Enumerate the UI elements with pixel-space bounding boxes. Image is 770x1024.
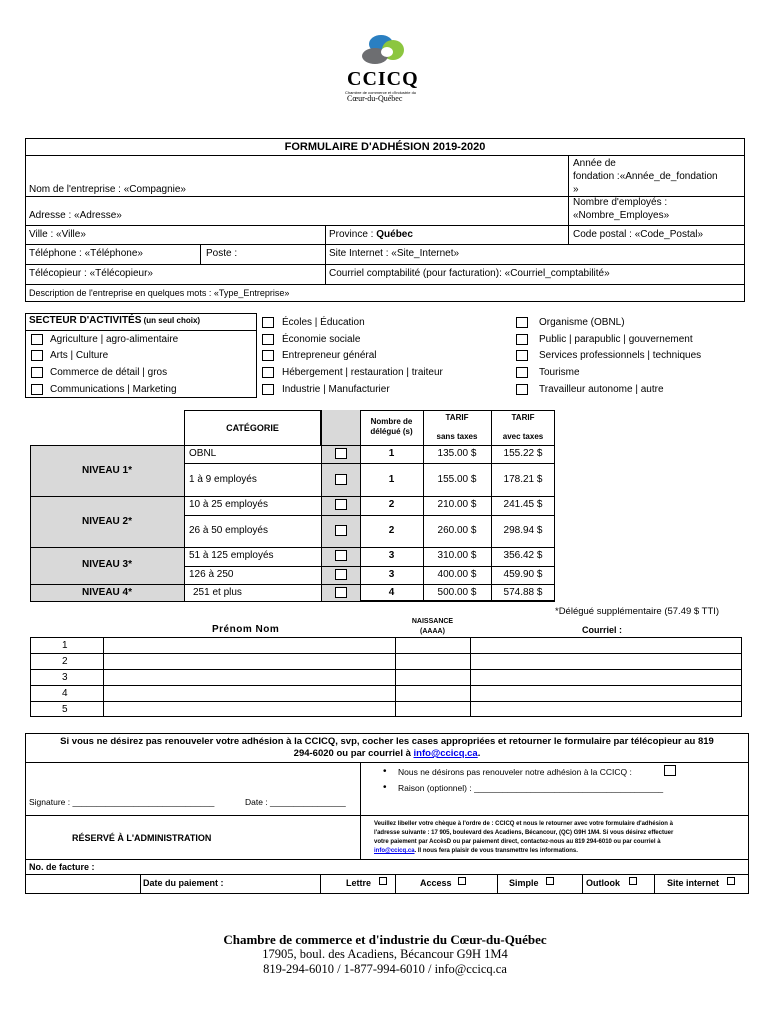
checkbox-hebergement[interactable] <box>262 367 274 378</box>
row-251-delegues: 4 <box>388 587 395 598</box>
delegues-header-l1: Nombre de <box>370 417 413 426</box>
code-postal-field[interactable]: Code postal : «Code_Postal» <box>573 229 704 240</box>
cheque-instructions-l4: info@ccicq.ca. Il nous fera plaisir de vous transmettre les informations. <box>374 848 578 854</box>
form-title: FORMULAIRE D'ADHÉSION 2019-2020 <box>284 141 486 153</box>
province-value: Québec <box>376 229 413 240</box>
secteur-organisme: Organisme (OBNL) <box>539 317 625 328</box>
row-10-25-delegues: 2 <box>388 499 395 510</box>
logo <box>345 30 427 105</box>
secteur-public: Public | parapublic | gouvernement <box>539 334 693 345</box>
delegate-row-5: 5 <box>62 704 68 715</box>
access-label: Access <box>420 878 452 888</box>
checkbox-access[interactable] <box>458 877 466 885</box>
row-51-125-avec: 356.42 $ <box>503 550 543 561</box>
renewal-notice: Si vous ne désirez pas renouveler votre adhésion à la CCICQ, svp, cocher les cases appropriées et retourner le formulaire par télécopieur au 819 <box>60 736 714 747</box>
checkbox-51-125[interactable] <box>335 550 347 561</box>
niveau-1: NIVEAU 1* <box>81 465 132 476</box>
row-obnl-delegues: 1 <box>388 448 395 459</box>
telephone-field[interactable]: Téléphone : «Téléphone» <box>29 248 143 259</box>
checkbox-communications[interactable] <box>31 384 43 395</box>
secteur-travailleur: Travailleur autonome | autre <box>539 384 664 395</box>
annee-fondation-l3: » <box>573 184 579 195</box>
nombre-employes-l2[interactable]: «Nombre_Employes» <box>573 210 670 221</box>
secteur-entrepreneur: Entrepreneur général <box>282 350 377 361</box>
delegate-row-2: 2 <box>62 656 68 667</box>
row-26-50-delegues: 2 <box>388 525 395 536</box>
date-paiement-label: Date du paiement : <box>143 878 224 888</box>
checkbox-organisme[interactable] <box>516 317 528 328</box>
checkbox-simple[interactable] <box>546 877 554 885</box>
checkbox-126-250[interactable] <box>335 569 347 580</box>
checkbox-obnl[interactable] <box>335 448 347 459</box>
delegues-header-l2: délégué (s) <box>370 427 413 436</box>
outlook-label: Outlook <box>586 878 620 888</box>
row-26-50-sans: 260.00 $ <box>437 525 477 536</box>
nom-entreprise-field[interactable]: Nom de l'entreprise : «Compagnie» <box>29 184 186 195</box>
secteur-hebergement: Hébergement | restauration | traiteur <box>282 367 443 378</box>
non-renouvellement-label: Nous ne désirons pas renouveler notre adhésion à la CCICQ : <box>398 767 632 777</box>
secteur-tourisme: Tourisme <box>539 367 580 378</box>
row-1-9-delegues: 1 <box>388 474 395 485</box>
row-26-50-label: 26 à 50 employés <box>189 525 268 536</box>
row-251-sans: 500.00 $ <box>437 587 477 598</box>
avec-taxes-header: avec taxes <box>502 432 544 441</box>
checkbox-entrepreneur[interactable] <box>262 350 274 361</box>
secteur-communications: Communications | Marketing <box>50 384 177 395</box>
row-10-25-sans: 210.00 $ <box>437 499 477 510</box>
simple-label: Simple <box>509 878 539 888</box>
delegue-supplementaire: *Délégué supplémentaire (57.49 $ TTI) <box>555 606 720 617</box>
province-label: Province : Québec <box>329 229 413 240</box>
row-126-250-label: 126 à 250 <box>189 569 234 580</box>
checkbox-non-renouvellement[interactable] <box>664 765 676 776</box>
secteur-services: Services professionnels | techniques <box>539 350 702 361</box>
cheque-instructions-l1: Veuillez libeller votre chèque à l'ordre de : CCICQ et nous le retourner avec votre formulaire d'adhésion à <box>374 821 673 827</box>
row-10-25-label: 10 à 25 employés <box>189 499 268 510</box>
secteur-economie-sociale: Économie sociale <box>282 334 361 345</box>
cheque-instructions-l3: votre paiement par AccèsD ou par paiement direct, contactez-nous au 819 294-6010 ou par courriel à <box>374 839 661 845</box>
row-126-250-delegues: 3 <box>388 569 395 580</box>
secteur-agriculture: Agriculture | agro-alimentaire <box>50 334 179 345</box>
telecopieur-field[interactable]: Télécopieur : «Télécopieur» <box>29 268 153 279</box>
ville-field[interactable]: Ville : «Ville» <box>29 229 86 240</box>
logo-subtitle-1: Chambre de commerce et d'industrie du <box>345 90 417 95</box>
delegates-table <box>30 637 742 717</box>
checkbox-industrie[interactable] <box>262 384 274 395</box>
footer-org-name: Chambre de commerce et d'industrie du Cœur-du-Québec <box>223 932 547 947</box>
renewal-notice-l2: 294-6020 ou par courriel à info@ccicq.ca. <box>293 748 481 759</box>
row-1-9-label: 1 à 9 employés <box>189 474 257 485</box>
secteur-industrie: Industrie | Manufacturier <box>282 384 390 395</box>
bullet-icon: • <box>383 782 387 793</box>
logo-mark-icon <box>345 30 427 70</box>
no-facture-label: No. de facture : <box>29 862 95 872</box>
checkbox-agriculture[interactable] <box>31 334 43 345</box>
row-126-250-sans: 400.00 $ <box>437 569 477 580</box>
row-51-125-delegues: 3 <box>388 550 395 561</box>
adresse-field[interactable]: Adresse : «Adresse» <box>29 210 122 221</box>
checkbox-251[interactable] <box>335 587 347 598</box>
secteur-ecoles: Écoles | Éducation <box>282 317 365 328</box>
signature-field[interactable]: Signature : ______________________________ <box>29 797 215 807</box>
poste-field[interactable]: Poste : <box>206 248 238 259</box>
row-251-avec: 574.88 $ <box>503 587 543 598</box>
niveau-3: NIVEAU 3* <box>81 559 132 570</box>
checkbox-economie-sociale[interactable] <box>262 334 274 345</box>
row-10-25-avec: 241.45 $ <box>503 499 543 510</box>
courriel-header: Courriel : <box>582 625 623 635</box>
row-26-50-avec: 298.94 $ <box>503 525 543 536</box>
date-field[interactable]: Date : ________________ <box>245 797 346 807</box>
checkbox-services[interactable] <box>516 350 528 361</box>
nombre-employes-l1[interactable]: Nombre d'employés : <box>573 197 668 208</box>
checkbox-ecoles[interactable] <box>262 317 274 328</box>
checkbox-site-internet[interactable] <box>727 877 735 885</box>
raison-field[interactable]: Raison (optionnel) : ________________________________________ <box>398 783 664 793</box>
naissance-header-l1: NAISSANCE <box>411 618 454 625</box>
logo-name: CCICQ <box>347 68 419 90</box>
row-obnl-sans: 135.00 $ <box>437 448 477 459</box>
reserve-administration: RÉSERVÉ À L'ADMINISTRATION <box>72 833 212 843</box>
site-internet-label: Site internet <box>667 878 720 888</box>
row-obnl-label: OBNL <box>189 448 217 459</box>
checkbox-travailleur[interactable] <box>516 384 528 395</box>
sans-taxes-header: sans taxes <box>436 432 478 441</box>
row-obnl-avec: 155.22 $ <box>503 448 543 459</box>
row-51-125-sans: 310.00 $ <box>437 550 477 561</box>
annee-fondation-l2[interactable]: fondation :«Année_de_fondation <box>573 171 718 182</box>
annee-fondation-l1[interactable]: Année de <box>573 158 616 169</box>
footer-address: 17905, boul. des Acadiens, Bécancour G9H 1M4 <box>262 947 508 961</box>
lettre-label: Lettre <box>346 878 372 888</box>
row-251-label: 251 et plus <box>193 587 242 598</box>
logo-subtitle-2: Cœur-du-Québec <box>347 94 403 103</box>
checkbox-1-9[interactable] <box>335 474 347 485</box>
row-1-9-avec: 178.21 $ <box>503 474 543 485</box>
cheque-instructions-l2: l'adresse suivante : 17 905, boulevard des Acadiens, Bécancour, (QC) G9H 1M4. Si vous désirez effectuer <box>374 830 674 836</box>
delegate-row-4: 4 <box>62 688 68 699</box>
categorie-header: CATÉGORIE <box>226 423 279 433</box>
checkbox-outlook[interactable] <box>629 877 637 885</box>
checkbox-commerce[interactable] <box>31 367 43 378</box>
niveau-4: NIVEAU 4* <box>81 587 132 598</box>
row-51-125-label: 51 à 125 employés <box>189 550 274 561</box>
tarif-avec-header: TARIF <box>511 413 535 422</box>
row-1-9-sans: 155.00 $ <box>437 474 477 485</box>
prenom-nom-header: Prénom Nom <box>212 624 280 635</box>
row-126-250-avec: 459.90 $ <box>503 569 543 580</box>
renewal-email-link[interactable]: info@ccicq.ca <box>413 748 478 759</box>
bullet-icon: • <box>383 766 387 777</box>
checkbox-public[interactable] <box>516 334 528 345</box>
description-field[interactable]: Description de l'entreprise en quelques mots : «Type_Entreprise» <box>29 288 290 298</box>
naissance-header-l2: (AAAA) <box>420 628 445 635</box>
admin-email-link[interactable]: info@ccicq.ca <box>374 848 415 854</box>
courriel-comptabilite-field[interactable]: Courriel comptabilité (pour facturation): «Courriel_comptabilité» <box>329 268 610 279</box>
tarif-sans-header: TARIF <box>445 413 469 422</box>
secteur-arts: Arts | Culture <box>50 350 109 361</box>
footer-contact: 819-294-6010 / 1-877-994-6010 / info@ccicq.ca <box>263 962 507 976</box>
site-internet-field[interactable]: Site Internet : «Site_Internet» <box>329 248 460 259</box>
secteur-header: SECTEUR D'ACTIVITÉS (un seul choix) <box>29 315 201 326</box>
secteur-commerce: Commerce de détail | gros <box>50 367 168 378</box>
delegate-row-1: 1 <box>62 640 68 651</box>
checkbox-26-50[interactable] <box>335 525 347 536</box>
checkbox-lettre[interactable] <box>379 877 387 885</box>
niveau-2: NIVEAU 2* <box>81 516 132 527</box>
checkbox-tourisme[interactable] <box>516 367 528 378</box>
checkbox-arts[interactable] <box>31 350 43 361</box>
delegate-row-3: 3 <box>62 672 68 683</box>
checkbox-10-25[interactable] <box>335 499 347 510</box>
